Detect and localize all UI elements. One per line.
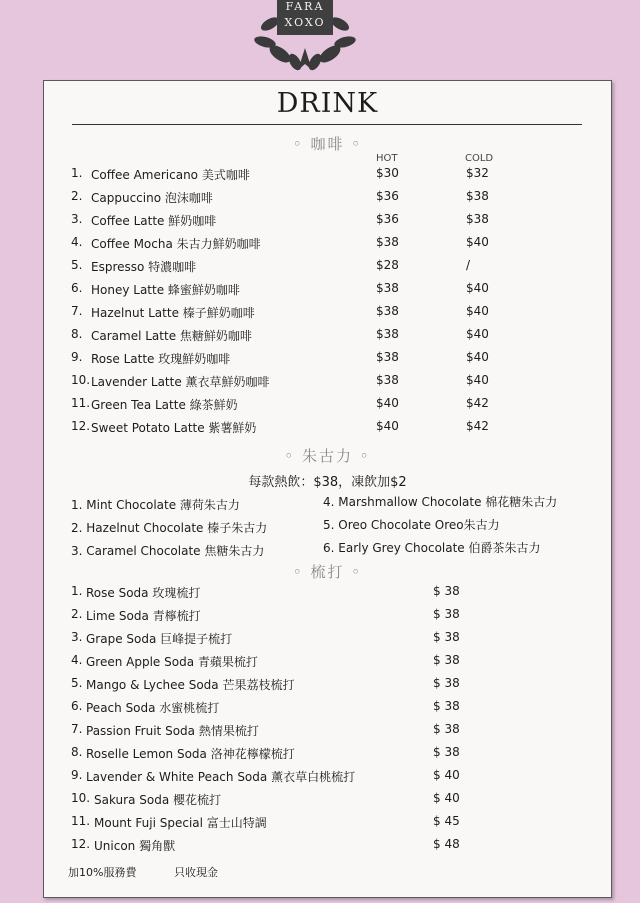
menu-title: DRINK (276, 88, 379, 119)
hot-price: $36 (376, 212, 399, 226)
soda-price: $ 38 (433, 676, 460, 690)
chocolate-section-heading: ◦ 朱古力 ◦ (284, 447, 371, 465)
item-number: 6. (71, 281, 83, 295)
hot-price: $38 (376, 304, 399, 318)
item-number: 11. (71, 814, 91, 828)
item-name: Mount Fuji Special 富士山特調 (94, 816, 267, 830)
cold-price: $40 (466, 373, 489, 387)
chocolate-menu-item: 6. Early Grey Chocolate 伯爵茶朱古力 (323, 541, 541, 555)
item-number: 4. (71, 653, 83, 667)
item-name: Lavender Latte 薰衣草鮮奶咖啡 (91, 375, 270, 389)
item-name: Green Tea Latte 綠茶鮮奶 (91, 398, 238, 412)
soda-price: $ 48 (433, 837, 460, 851)
cold-column-header: COLD (465, 153, 494, 164)
item-number: 12. (71, 419, 91, 433)
item-number: 7. (71, 304, 83, 318)
item-number: 9. (71, 768, 83, 782)
item-name: Espresso 特濃咖啡 (91, 260, 197, 274)
item-name: Green Apple Soda 青蘋果梳打 (86, 655, 258, 669)
soda-price: $ 38 (433, 653, 460, 667)
coffee-menu-item (44, 189, 611, 211)
item-name: Passion Fruit Soda 熱情果梳打 (86, 724, 259, 738)
hot-column-header: HOT (376, 153, 398, 164)
item-name: Grape Soda 巨峰提子梳打 (86, 632, 233, 646)
hot-price: $30 (376, 166, 399, 180)
coffee-menu-item (44, 166, 611, 188)
item-name: Rose Soda 玫瑰梳打 (86, 586, 201, 600)
cold-price: / (466, 258, 471, 272)
soda-menu-item (44, 699, 611, 721)
soda-menu-item (44, 584, 611, 606)
soda-price: $ 38 (433, 699, 460, 713)
item-number: 5. (71, 258, 83, 272)
item-name: Coffee Mocha 朱古力鮮奶咖啡 (91, 237, 261, 251)
chocolate-menu-item: 5. Oreo Chocolate Oreo朱古力 (323, 518, 500, 532)
coffee-menu-item (44, 373, 611, 395)
item-name: Roselle Lemon Soda 洛神花檸檬梳打 (86, 747, 295, 761)
cold-price: $38 (466, 189, 489, 203)
item-name: Coffee Latte 鮮奶咖啡 (91, 214, 217, 228)
chocolate-menu-item: 1. Mint Chocolate 薄荷朱古力 (71, 498, 240, 512)
item-number: 8. (71, 745, 83, 759)
service-charge-note: 加10%服務費 (68, 866, 137, 879)
item-name: Caramel Latte 焦糖鮮奶咖啡 (91, 329, 252, 343)
item-name: Cappuccino 泡沫咖啡 (91, 191, 213, 205)
soda-menu-item (44, 722, 611, 744)
item-name: Sakura Soda 櫻花梳打 (94, 793, 222, 807)
coffee-menu-item (44, 419, 611, 441)
cold-price: $40 (466, 281, 489, 295)
soda-menu-item (44, 607, 611, 629)
coffee-menu-item (44, 350, 611, 372)
chocolate-menu-item: 4. Marshmallow Chocolate 棉花糖朱古力 (323, 495, 558, 509)
soda-section-heading: ◦ 梳打 ◦ (292, 563, 363, 581)
item-number: 1. (71, 584, 83, 598)
item-name: Mango & Lychee Soda 芒果荔枝梳打 (86, 678, 295, 692)
soda-price: $ 38 (433, 745, 460, 759)
title-divider (72, 124, 582, 125)
item-number: 4. (71, 235, 83, 249)
item-number: 6. (71, 699, 83, 713)
item-name: Rose Latte 玫瑰鮮奶咖啡 (91, 352, 231, 366)
coffee-menu-item (44, 235, 611, 257)
item-number: 3. (71, 212, 83, 226)
item-number: 7. (71, 722, 83, 736)
chocolate-menu-item: 2. Hazelnut Chocolate 榛子朱古力 (71, 521, 268, 535)
menu-paper (43, 80, 612, 898)
hot-price: $40 (376, 396, 399, 410)
item-number: 9. (71, 350, 83, 364)
item-number: 12. (71, 837, 91, 851)
soda-price: $ 40 (433, 768, 460, 782)
coffee-menu-item (44, 281, 611, 303)
hot-price: $38 (376, 327, 399, 341)
item-name: Honey Latte 蜂蜜鮮奶咖啡 (91, 283, 240, 297)
hot-price: $38 (376, 373, 399, 387)
soda-price: $ 45 (433, 814, 460, 828)
soda-price: $ 38 (433, 630, 460, 644)
item-number: 2. (71, 189, 83, 203)
cash-only-note: 只收現金 (174, 866, 218, 879)
coffee-section-heading: ◦ 咖啡 ◦ (292, 135, 363, 153)
cold-price: $40 (466, 235, 489, 249)
cold-price: $40 (466, 327, 489, 341)
item-name: Peach Soda 水蜜桃梳打 (86, 701, 220, 715)
item-number: 10. (71, 373, 91, 387)
coffee-menu-item (44, 258, 611, 280)
soda-menu-item (44, 653, 611, 675)
soda-menu-item (44, 791, 611, 813)
item-number: 1. (71, 166, 83, 180)
coffee-menu-item (44, 327, 611, 349)
item-number: 2. (71, 607, 83, 621)
chocolate-menu-item: 3. Caramel Chocolate 焦糖朱古力 (71, 544, 265, 558)
hot-price: $38 (376, 350, 399, 364)
item-name: Lavender & White Peach Soda 薰衣草白桃梳打 (86, 770, 356, 784)
item-number: 3. (71, 630, 83, 644)
item-name: Unicon 獨角獸 (94, 839, 176, 853)
soda-menu-item (44, 676, 611, 698)
coffee-menu-item (44, 396, 611, 418)
chocolate-price-note: 每款熱飲：$38，凍飲加$2 (248, 475, 407, 490)
coffee-menu-item (44, 304, 611, 326)
hot-price: $38 (376, 281, 399, 295)
hot-price: $38 (376, 235, 399, 249)
cold-price: $38 (466, 212, 489, 226)
soda-menu-item (44, 837, 611, 859)
hot-price: $28 (376, 258, 399, 272)
logo-text-top: FARA (285, 0, 325, 13)
soda-menu-item (44, 745, 611, 767)
item-name: Coffee Americano 美式咖啡 (91, 168, 250, 182)
cold-price: $32 (466, 166, 489, 180)
cold-price: $40 (466, 304, 489, 318)
soda-price: $ 38 (433, 584, 460, 598)
logo (250, 0, 360, 72)
item-name: Lime Soda 青檸梳打 (86, 609, 201, 623)
hot-price: $40 (376, 419, 399, 433)
cold-price: $42 (466, 396, 489, 410)
item-number: 10. (71, 791, 91, 805)
hot-price: $36 (376, 189, 399, 203)
soda-price: $ 38 (433, 607, 460, 621)
soda-menu-item (44, 630, 611, 652)
soda-menu-item (44, 814, 611, 836)
coffee-menu-item (44, 212, 611, 234)
soda-price: $ 40 (433, 791, 460, 805)
item-name: Sweet Potato Latte 紫薯鮮奶 (91, 421, 257, 435)
item-number: 8. (71, 327, 83, 341)
soda-price: $ 38 (433, 722, 460, 736)
item-number: 5. (71, 676, 83, 690)
logo-text-bottom: XOXO (284, 16, 326, 29)
cold-price: $40 (466, 350, 489, 364)
item-name: Hazelnut Latte 榛子鮮奶咖啡 (91, 306, 255, 320)
item-number: 11. (71, 396, 91, 410)
soda-menu-item (44, 768, 611, 790)
cold-price: $42 (466, 419, 489, 433)
